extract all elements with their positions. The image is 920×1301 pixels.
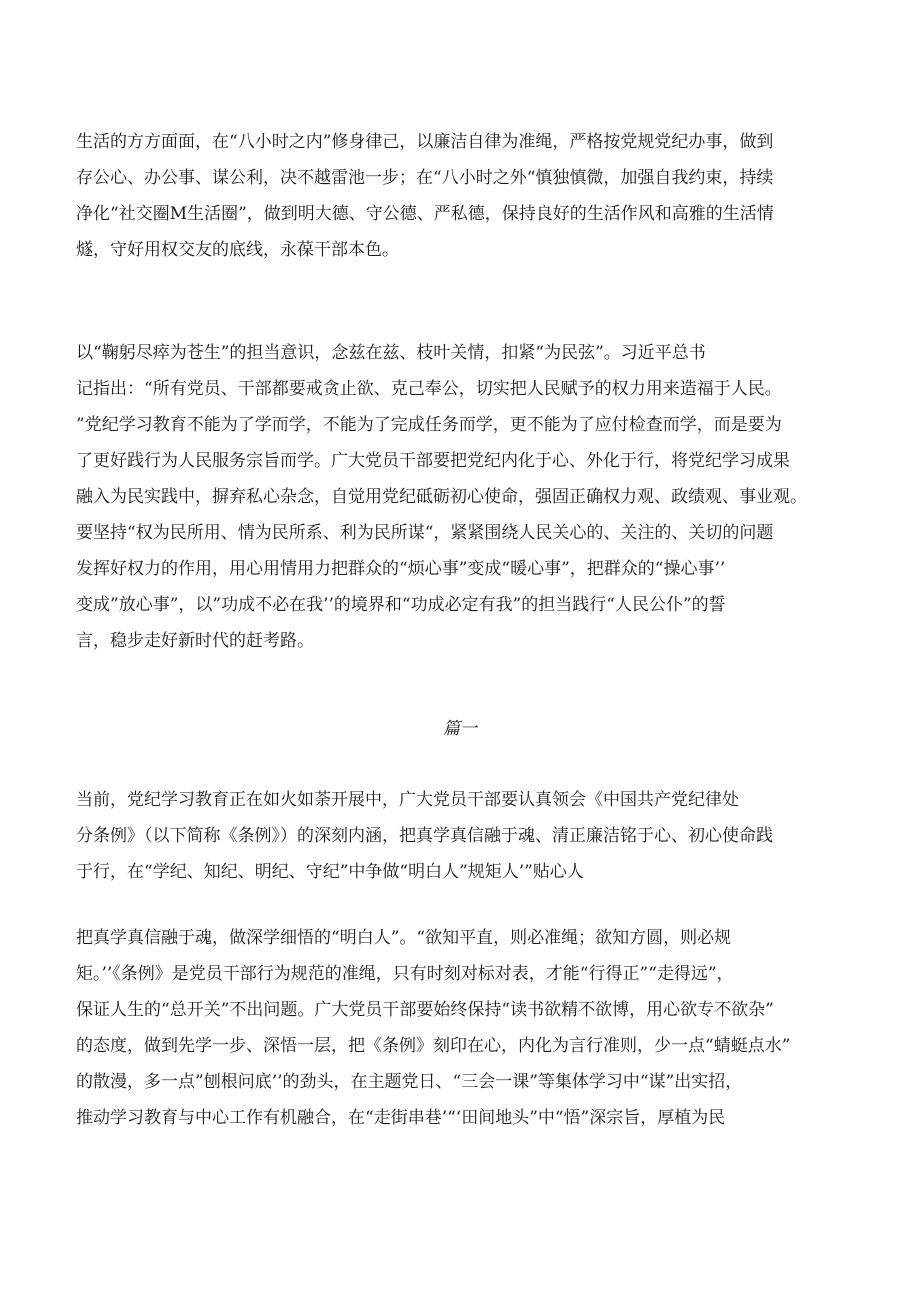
text-line: 燧，守好用权交友的底线，永葆干部本色。 (76, 240, 399, 260)
text-line: 当前，党纪学习教育正在如火如荼开展中，广大党员干部要认真领会《中国共产党纪律处 (76, 790, 739, 810)
text-line: 推动学习教育与中心工作有机融合，在“走街串巷’“‘田间地头”中“悟”深宗旨，厚植为民 (76, 1108, 726, 1128)
text-line: 的散漫，多一点”刨根问底’’的劲头，在主题党日、“三会一课”等集体学习中“谋”出实招， (76, 1072, 743, 1092)
paragraph-4 (76, 920, 852, 1136)
text-line: 分条例》（以下简称《条例》）的深刻内涵，把真学真信融于魂、清正廉洁铭于心、初心使命践 (76, 826, 773, 846)
text-line: 存公心、办公事、谋公利，决不越雷池一步；在“八小时之外“慎独慎微，加强自我约束，持续 (76, 168, 774, 188)
text-line: 发挥好权力的作用，用心用情用力把群众的“烦心事”变成“暖心事”，把群众的“操心事’’ (76, 559, 726, 579)
text-line: 以“鞠躬尽瘁为苍生”的担当意识，念兹在兹、枝叶关情，扣紧“为民弦”。习近平总书 (76, 343, 706, 363)
text-line: 矩。’’《条例》是党员干部行为规范的准绳，只有时刻对标对表，才能“行得正”“走得远”， (76, 964, 734, 984)
text-line: 变成”放心事”，以”功成不必在我’’的境界和“功成必定有我”的担当践行“人民公仆”的誓 (76, 595, 726, 615)
text-line: 把真学真信融于魂，做深学细悟的“明白人”。“欲知平直，则必准绳；欲知方圆，则必规 (76, 928, 732, 948)
text-line: 的态度，做到先学一步、深悟一层，把《条例》刻印在心，内化为言行准则，少一点“蜻蜓点水” (76, 1036, 791, 1056)
text-line: 融入为民实践中，摒弃私心杂念，自觉用党纪砥砺初心使命，强固正确权力观、政绩观、事业观。 (76, 487, 807, 507)
text-line: 于行，在“学纪、知纪、明纪、守纪”中争做“明白人”规矩人’”贴心人 (76, 862, 584, 882)
paragraph-3 (76, 782, 852, 890)
paragraph-2 (76, 335, 852, 659)
text-line: 保证人生的“总开关”不出问题。广大党员干部要始终保持“读书欲精不欲博，用心欲专不欲杂” (76, 1000, 774, 1020)
text-line: 言，稳步走好新时代的赶考路。 (76, 631, 314, 651)
text-line: 了更好践行为人民服务宗旨而学。广大党员干部要把党纪内化于心、外化于行，将党纪学习成果 (76, 451, 790, 471)
text-line: 生活的方方面面，在“八小时之内”修身律己，以廉洁自律为准绳，严格按党规党纪办事，做到 (76, 132, 774, 152)
text-line: 净化“社交圈M生活圈”，做到明大德、守公德、严私德，保持良好的生活作风和高雅的生活情 (76, 204, 774, 224)
section-heading: 篇一 (443, 719, 477, 739)
text-line: 要坚持“权为民所用、情为民所系、利为民所谋“，紧紧围绕人民关心的、关注的、关切的问题 (76, 523, 774, 543)
text-line: ”党纪学习教育不能为了学而学，不能为了完成任务而学，更不能为了应付检查而学，而是要为 (76, 415, 782, 435)
text-line: 记指出：“所有党员、干部都要戒贪止欲、克己奉公，切实把人民赋予的权力用来造福于人民。 (76, 379, 782, 399)
paragraph-1 (76, 124, 852, 268)
